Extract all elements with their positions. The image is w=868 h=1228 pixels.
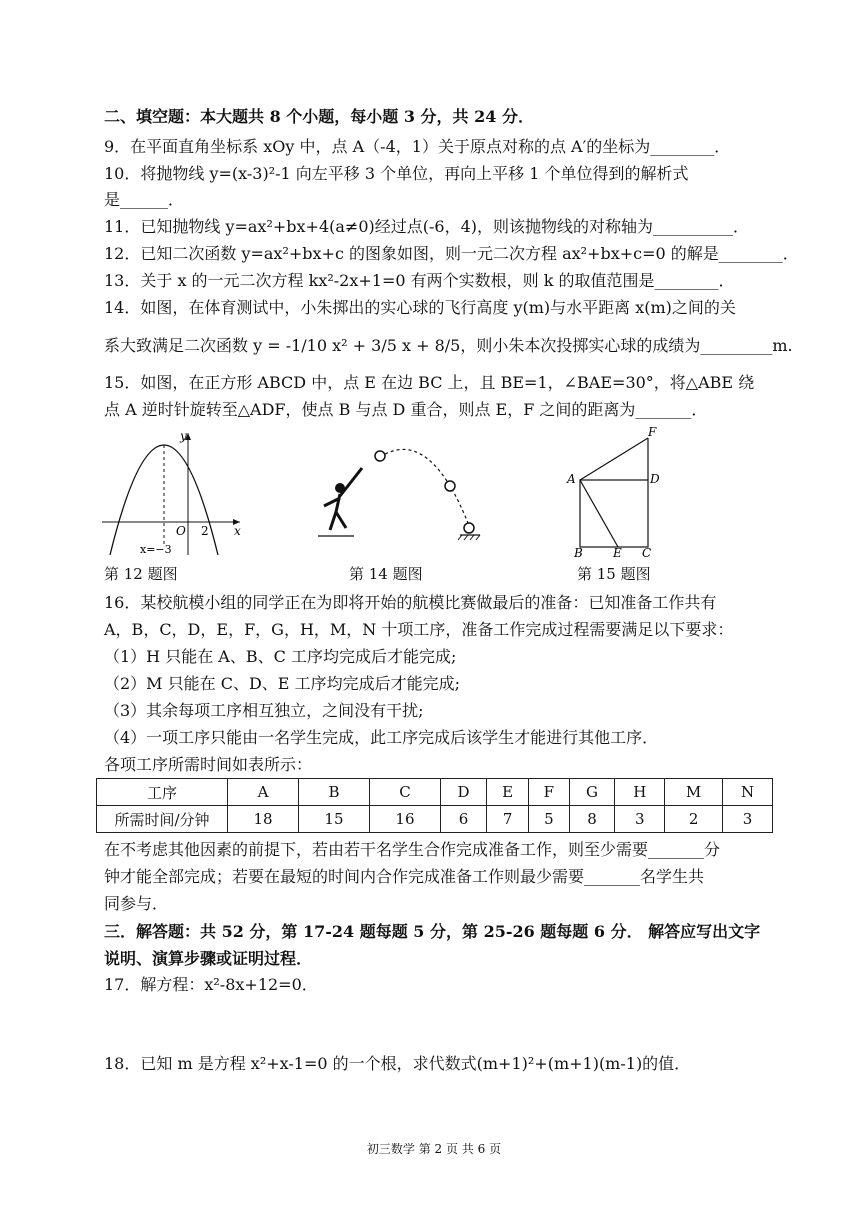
point-A-label: A bbox=[567, 472, 576, 486]
question-9: 9．在平面直角坐标系 xOy 中，点 A（-4，1）关于原点对称的点 A′的坐标为________． bbox=[104, 137, 731, 156]
table-cell: 18 bbox=[228, 806, 299, 833]
table-header-cell: F bbox=[529, 779, 569, 806]
figure-14-shot-put bbox=[310, 440, 500, 560]
figure-14-caption: 第 14 题图 bbox=[349, 565, 423, 583]
section2-title: 二、填空题：本大题共 8 个小题，每小题 3 分，共 24 分． bbox=[104, 107, 534, 126]
table-cell: 2 bbox=[665, 806, 723, 833]
figure-15-caption: 第 15 题图 bbox=[577, 565, 651, 583]
question-10-line2: 是______． bbox=[104, 190, 185, 209]
table-header-cell: H bbox=[615, 779, 665, 806]
question-16-line5: 同参与． bbox=[104, 894, 169, 913]
question-16-line2: A，B，C，D，E，F，G，H，M，N 十项工序，准备工作完成过程需要满足以下要求： bbox=[104, 620, 734, 639]
question-16-table-intro: 各项工序所需时间如表所示： bbox=[104, 755, 313, 774]
question-15-line1: 15．如图，在正方形 ABCD 中，点 E 在边 BC 上，且 BE=1，∠BAE=30°，将△ABE 绕 bbox=[104, 373, 755, 392]
table-header-cell: B bbox=[298, 779, 369, 806]
table-header-cell: G bbox=[569, 779, 615, 806]
question-16-rule2: （2）M 只能在 C、D、E 工序均完成后才能完成; bbox=[104, 674, 460, 693]
origin-label: O bbox=[176, 524, 186, 538]
question-10-line1: 10．将抛物线 y=(x-3)²-1 向左平移 3 个单位，再向上平移 1 个单位得到的解析式 bbox=[104, 164, 689, 183]
x-axis-label: x bbox=[234, 524, 241, 538]
root-label: 2 bbox=[201, 524, 209, 538]
point-E-label: E bbox=[613, 546, 622, 560]
table-header-cell: A bbox=[228, 779, 299, 806]
table-cell: 16 bbox=[369, 806, 440, 833]
question-18: 18．已知 m 是方程 x²+x-1=0 的一个根，求代数式(m+1)²+(m+1)(m-1)的值． bbox=[104, 1054, 691, 1073]
table-cell: 6 bbox=[440, 806, 486, 833]
table-cell: 3 bbox=[723, 806, 773, 833]
point-D-label: D bbox=[650, 472, 660, 486]
question-17: 17．解方程：x²-8x+12=0． bbox=[104, 975, 318, 994]
question-16-rule4: （4）一项工序只能由一名学生完成，此工序完成后该学生才能进行其他工序． bbox=[104, 728, 659, 747]
table-header-cell: M bbox=[665, 779, 723, 806]
question-15-line2: 点 A 逆时针旋转至△ADF，使点 B 与点 D 重合，则点 E，F 之间的距离为_______． bbox=[104, 400, 708, 419]
figure-12-caption: 第 12 题图 bbox=[104, 565, 178, 583]
question-14-line1: 14．如图，在体育测试中，小朱掷出的实心球的飞行高度 y(m)与水平距离 x(m)之间的关 bbox=[104, 298, 736, 317]
table-header-cell: C bbox=[369, 779, 440, 806]
table-cell: 7 bbox=[486, 806, 528, 833]
table-header-cell: E bbox=[486, 779, 528, 806]
question-11: 11．已知抛物线 y=ax²+bx+4(a≠0)经过点(-6，4)，则该抛物线的对称轴为__________． bbox=[104, 217, 749, 236]
figure-15-square bbox=[560, 425, 670, 560]
question-12: 12．已知二次函数 y=ax²+bx+c 的图象如图，则一元二次方程 ax²+bx+c=0 的解是________． bbox=[104, 244, 799, 263]
question-16-line4: 钟才能全部完成；若要在最短的时间内合作完成准备工作则最少需要_______名学生共 bbox=[104, 867, 705, 886]
point-B-label: B bbox=[574, 546, 583, 560]
table-header-cell: N bbox=[723, 779, 773, 806]
table-header-cell: D bbox=[440, 779, 486, 806]
question-13: 13．关于 x 的一元二次方程 kx²-2x+1=0 有两个实数根，则 k 的取值范围是________． bbox=[104, 271, 735, 290]
table-cell: 5 bbox=[529, 806, 569, 833]
process-time-table bbox=[96, 778, 773, 833]
table-cell: 15 bbox=[298, 806, 369, 833]
point-F-label: F bbox=[648, 425, 657, 439]
point-C-label: C bbox=[642, 546, 652, 560]
question-14-line2: 系大致满足二次函数 y = -1/10 x² + 3/5 x + 8/5，则小朱本次投掷实心球的成绩为_________m. bbox=[104, 336, 793, 355]
figure-12-parabola bbox=[100, 425, 250, 560]
axis-of-symmetry-label: x=−3 bbox=[140, 543, 172, 556]
question-16-line3: 在不考虑其他因素的前提下，若由若干名学生合作完成准备工作，则至少需要_______分 bbox=[104, 840, 721, 859]
table-cell: 3 bbox=[615, 806, 665, 833]
section3-title-line1: 三．解答题：共 52 分，第 17-24 题每题 5 分，第 25-26 题每题 6 分． 解答应写出文字 bbox=[104, 922, 761, 941]
table-header-row bbox=[97, 779, 773, 806]
question-16-rule3: （3）其余每项工序相互独立，之间没有干扰; bbox=[104, 701, 424, 720]
table-row bbox=[97, 806, 773, 833]
section3-title-line2: 说明、演算步骤或证明过程． bbox=[104, 949, 313, 968]
y-axis-label: y bbox=[180, 429, 187, 443]
table-row-label: 所需时间/分钟 bbox=[97, 806, 228, 833]
table-header-cell: 工序 bbox=[97, 779, 228, 806]
question-16-rule1: （1）H 只能在 A、B、C 工序均完成后才能完成; bbox=[104, 647, 457, 666]
page-footer: 初三数学 第 2 页 共 6 页 bbox=[366, 1142, 502, 1156]
table-cell: 8 bbox=[569, 806, 615, 833]
question-16-line1: 16．某校航模小组的同学正在为即将开始的航模比赛做最后的准备：已知准备工作共有 bbox=[104, 593, 717, 612]
